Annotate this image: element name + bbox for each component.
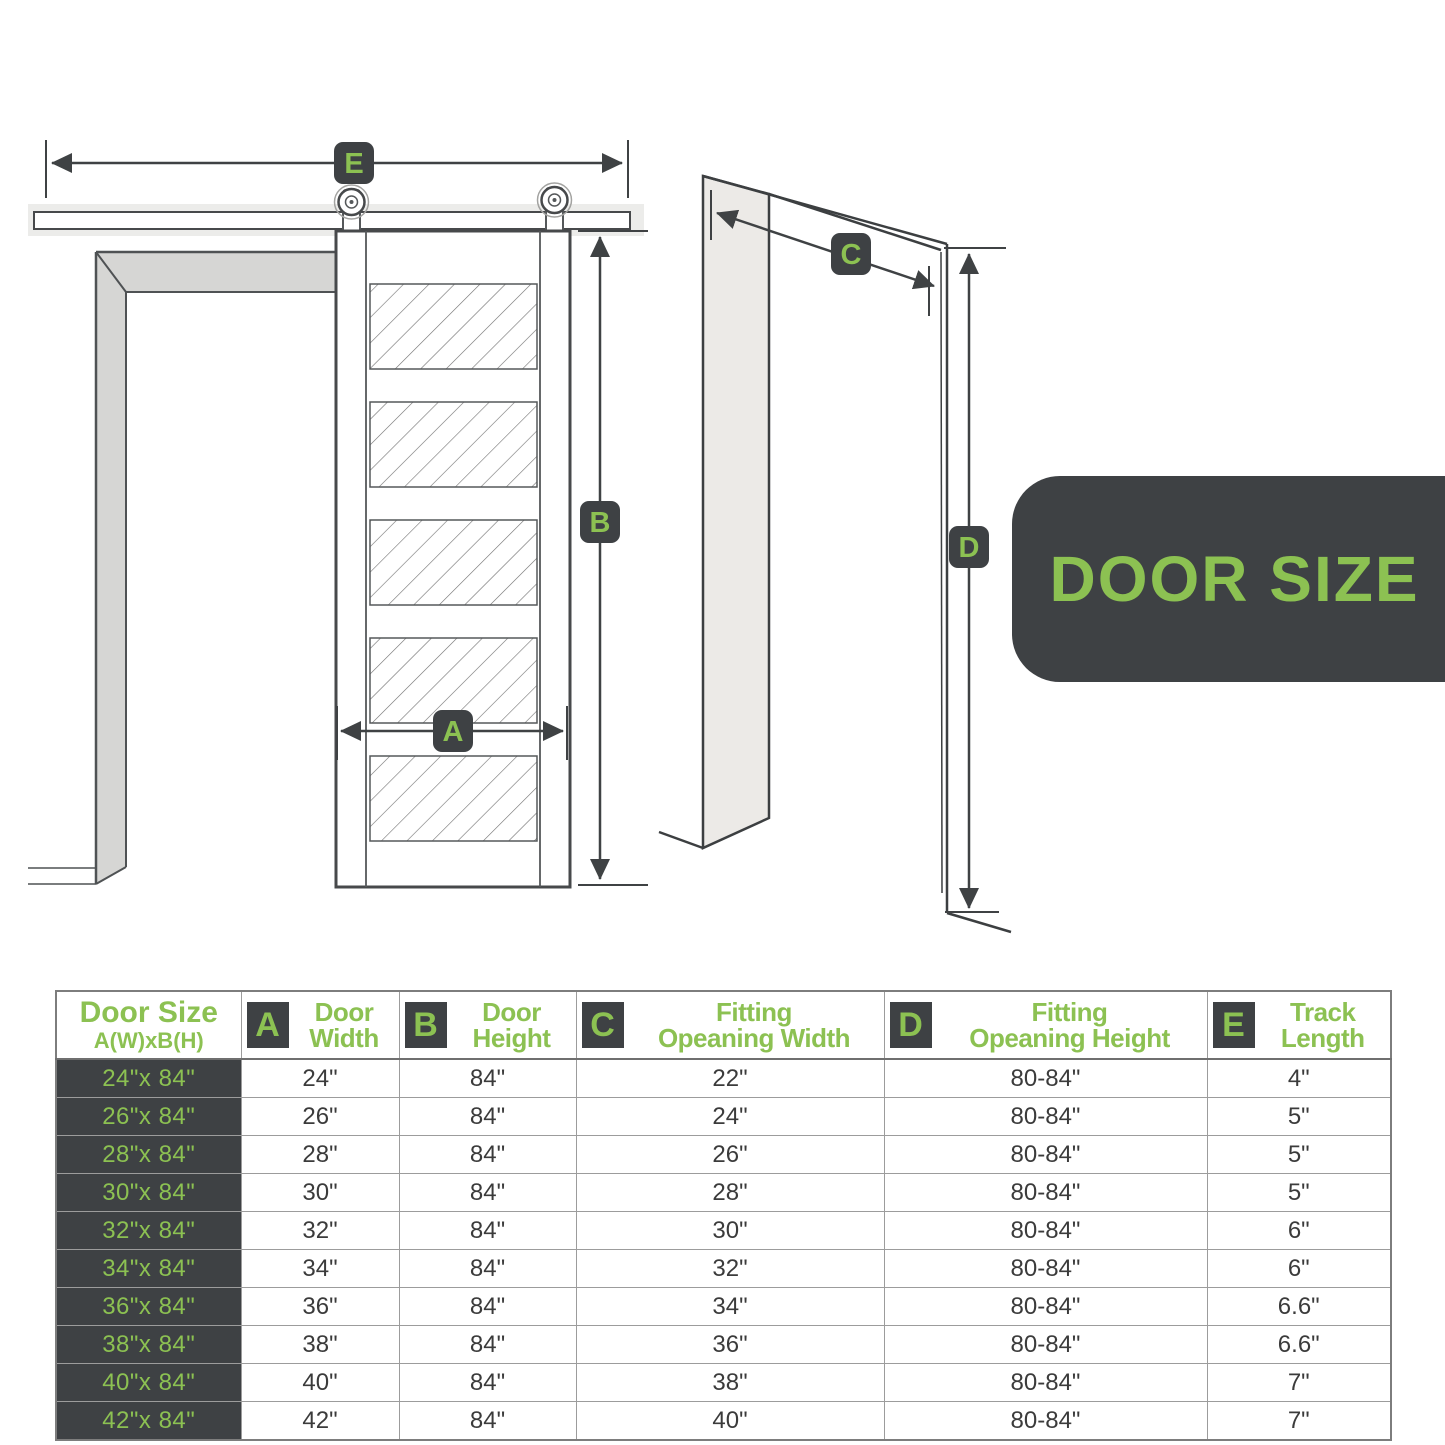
column-badge-c: C <box>582 1002 624 1048</box>
barn-door <box>336 231 570 887</box>
svg-text:E: E <box>344 148 364 180</box>
cell-door-width: 30" <box>241 1174 399 1212</box>
cell-fitting-opening-width: 30" <box>576 1212 884 1250</box>
cell-door-height: 84" <box>399 1212 576 1250</box>
cell-door-size: 42"x 84" <box>56 1402 241 1441</box>
cell-track-length: 5" <box>1207 1174 1391 1212</box>
table-row <box>56 1059 1391 1098</box>
cell-track-length: 5" <box>1207 1098 1391 1136</box>
cell-fitting-opening-height: 80-84" <box>884 1364 1207 1402</box>
cell-door-width: 26" <box>241 1098 399 1136</box>
cell-track-length: 4" <box>1207 1059 1391 1098</box>
cell-door-width: 36" <box>241 1288 399 1326</box>
column-badge-e: E <box>1213 1002 1255 1048</box>
table-row <box>56 1136 1391 1174</box>
cell-fitting-opening-height: 80-84" <box>884 1326 1207 1364</box>
svg-text:C: C <box>840 239 862 271</box>
cell-track-length: 6" <box>1207 1250 1391 1288</box>
cell-door-height: 84" <box>399 1402 576 1441</box>
cell-door-height: 84" <box>399 1326 576 1364</box>
cell-fitting-opening-width: 28" <box>576 1174 884 1212</box>
cell-fitting-opening-width: 32" <box>576 1250 884 1288</box>
door-panel <box>370 402 537 487</box>
header-track-length: E Track Length <box>1207 991 1391 1059</box>
cell-door-height: 84" <box>399 1364 576 1402</box>
cell-door-width: 24" <box>241 1059 399 1098</box>
table-row <box>56 1098 1391 1136</box>
table-header-row <box>56 991 1391 1059</box>
cell-door-height: 84" <box>399 1250 576 1288</box>
cell-door-size: 30"x 84" <box>56 1174 241 1212</box>
cell-fitting-opening-width: 26" <box>576 1136 884 1174</box>
cell-door-size: 24"x 84" <box>56 1059 241 1098</box>
cell-door-size: 36"x 84" <box>56 1288 241 1326</box>
cell-door-width: 34" <box>241 1250 399 1288</box>
cell-fitting-opening-height: 80-84" <box>884 1212 1207 1250</box>
header-door-width: A Door Width <box>241 991 399 1059</box>
svg-text:D: D <box>958 532 980 564</box>
cell-track-length: 6.6" <box>1207 1288 1391 1326</box>
dimension-arrow-b <box>578 231 648 885</box>
table-row <box>56 1326 1391 1364</box>
cell-fitting-opening-height: 80-84" <box>884 1288 1207 1326</box>
cell-fitting-opening-width: 24" <box>576 1098 884 1136</box>
header-fitting-opening-height: D Fitting Opeaning Height <box>884 991 1207 1059</box>
door-panel <box>370 520 537 605</box>
cell-fitting-opening-width: 22" <box>576 1059 884 1098</box>
cell-track-length: 7" <box>1207 1402 1391 1441</box>
cell-track-length: 5" <box>1207 1136 1391 1174</box>
cell-door-width: 42" <box>241 1402 399 1441</box>
door-panel <box>370 284 537 369</box>
table-row <box>56 1250 1391 1288</box>
svg-text:A: A <box>442 716 464 748</box>
header-fitting-opening-width: C Fitting Opeaning Width <box>576 991 884 1059</box>
cell-fitting-opening-height: 80-84" <box>884 1402 1207 1441</box>
cell-fitting-opening-width: 34" <box>576 1288 884 1326</box>
door-size-table <box>55 990 1392 1441</box>
table-row <box>56 1364 1391 1402</box>
cell-door-size: 26"x 84" <box>56 1098 241 1136</box>
cell-track-length: 6.6" <box>1207 1326 1391 1364</box>
table-row <box>56 1288 1391 1326</box>
cell-fitting-opening-width: 40" <box>576 1402 884 1441</box>
cell-door-size: 38"x 84" <box>56 1326 241 1364</box>
table-row <box>56 1212 1391 1250</box>
cell-door-height: 84" <box>399 1174 576 1212</box>
door-frame <box>28 252 336 884</box>
column-badge-b: B <box>405 1002 447 1048</box>
cell-door-height: 84" <box>399 1288 576 1326</box>
cell-fitting-opening-height: 80-84" <box>884 1174 1207 1212</box>
cell-track-length: 6" <box>1207 1212 1391 1250</box>
cell-door-width: 32" <box>241 1212 399 1250</box>
cell-track-length: 7" <box>1207 1364 1391 1402</box>
cell-door-width: 28" <box>241 1136 399 1174</box>
cell-fitting-opening-width: 36" <box>576 1326 884 1364</box>
cell-door-size: 40"x 84" <box>56 1364 241 1402</box>
cell-door-size: 34"x 84" <box>56 1250 241 1288</box>
cell-door-height: 84" <box>399 1098 576 1136</box>
column-badge-d: D <box>890 1002 932 1048</box>
header-door-size: Door Size A(W)xB(H) <box>56 991 241 1059</box>
svg-text:B: B <box>589 507 611 539</box>
table-row <box>56 1174 1391 1212</box>
door-size-title-badge <box>1012 476 1445 682</box>
table-row <box>56 1402 1391 1441</box>
cell-door-height: 84" <box>399 1059 576 1098</box>
door-size-title: DOOR SIZE <box>1049 543 1420 615</box>
cell-fitting-opening-width: 38" <box>576 1364 884 1402</box>
dimension-arrow-d <box>944 248 1006 912</box>
cell-door-size: 28"x 84" <box>56 1136 241 1174</box>
cell-door-size: 32"x 84" <box>56 1212 241 1250</box>
cell-door-width: 40" <box>241 1364 399 1402</box>
cell-door-height: 84" <box>399 1136 576 1174</box>
header-door-height: B Door Height <box>399 991 576 1059</box>
cell-fitting-opening-height: 80-84" <box>884 1250 1207 1288</box>
cell-door-width: 38" <box>241 1326 399 1364</box>
column-badge-a: A <box>247 1002 289 1048</box>
door-panel <box>370 756 537 841</box>
cell-fitting-opening-height: 80-84" <box>884 1059 1207 1098</box>
cell-fitting-opening-height: 80-84" <box>884 1098 1207 1136</box>
cell-fitting-opening-height: 80-84" <box>884 1136 1207 1174</box>
